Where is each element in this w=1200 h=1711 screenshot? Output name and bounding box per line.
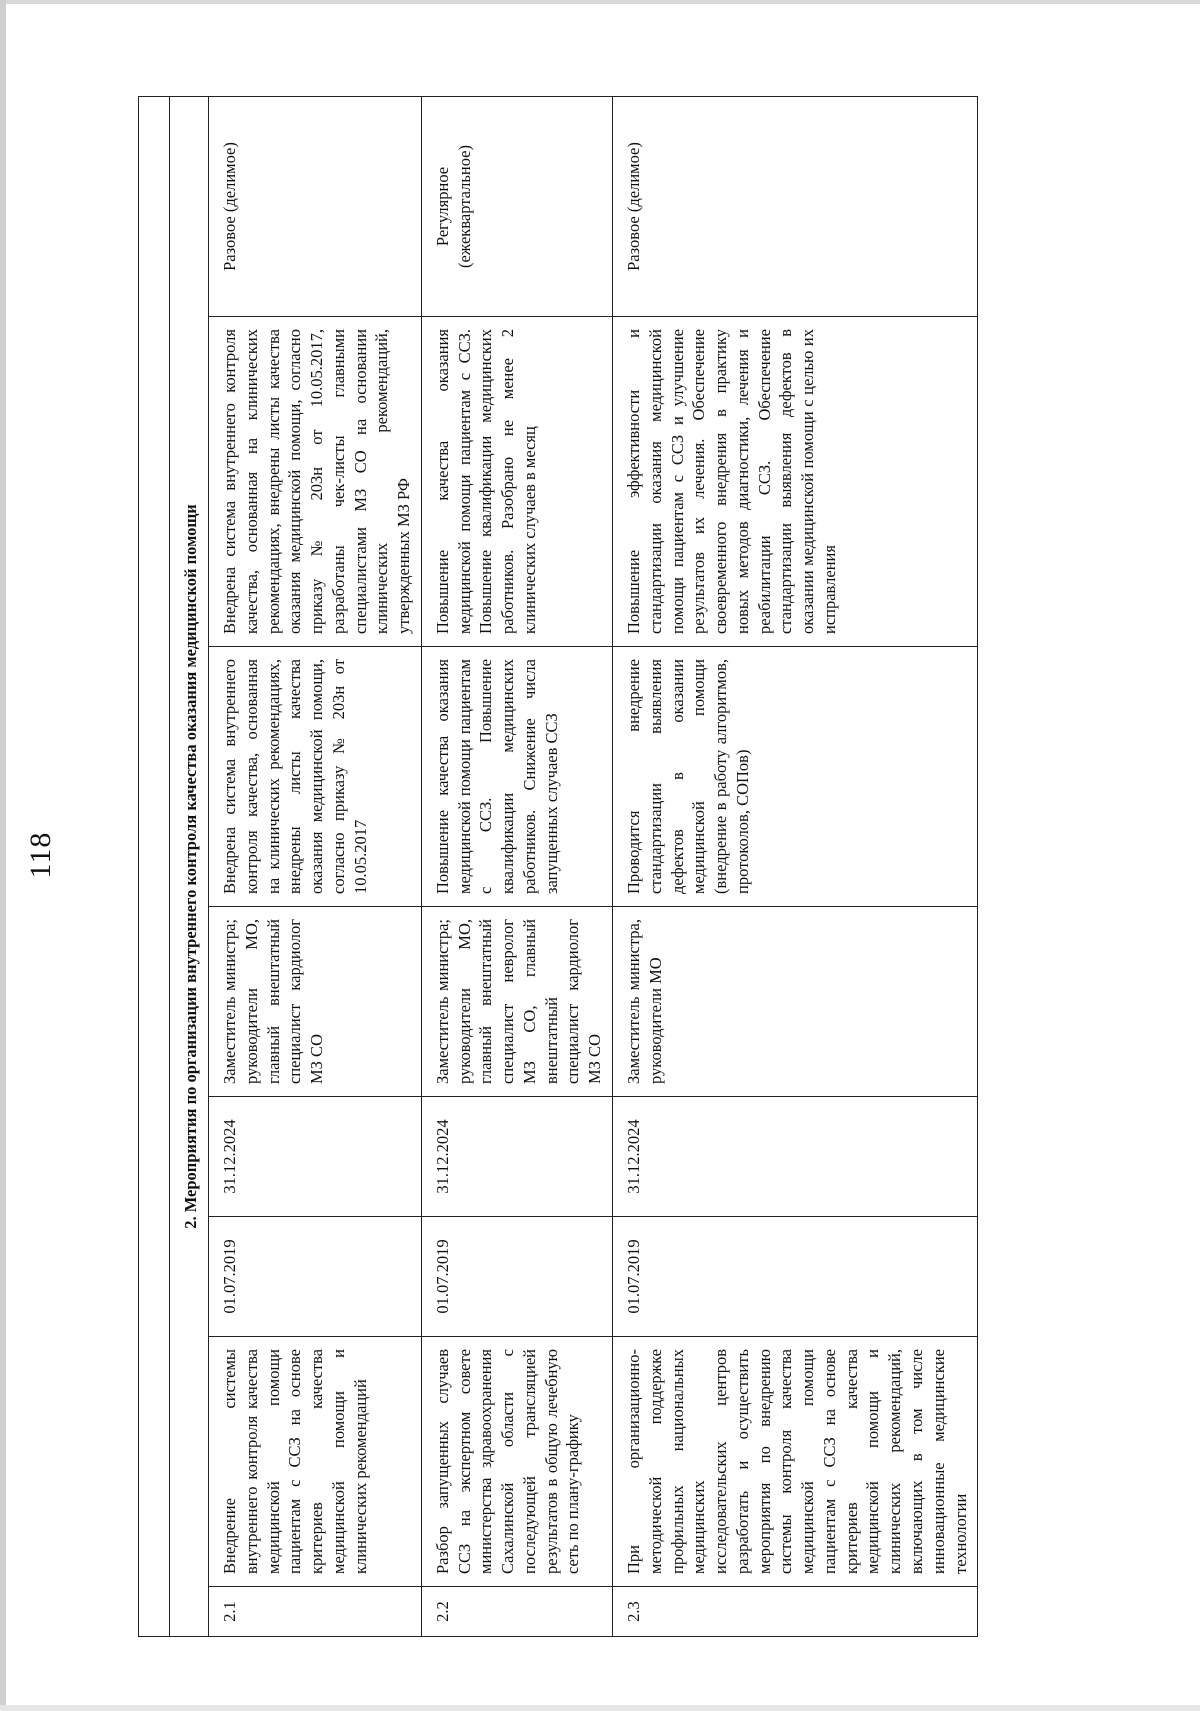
measure-cell: При организационно-методической поддержке профильных национальных медицинских исследовательских центров разработать и осуществить мероприятия по внедрению системы контроля качества медицинской помощи пациентам с ССЗ на основе критериев качества медицинской помощи и клинических рекомендаций, включающих в том числе инновационные медицинские технологии <box>613 1337 978 1587</box>
periodicity-cell: Регулярное (ежеквартальное) <box>421 97 612 317</box>
end-date-cell: 31.12.2024 <box>209 1097 422 1217</box>
scan-edge-bottom <box>0 1705 1200 1711</box>
expected-result-cell: Проводится внедрение стандартизации выявления дефектов в оказании медицинской помощи (внедрение в работу алгоритмов, протоколов, СОПов) <box>613 647 978 907</box>
table-row <box>613 97 978 1637</box>
table-top-border-row <box>139 97 170 1637</box>
measure-cell: Внедрение системы внутреннего контроля качества медицинской помощи пациентам с ССЗ на основе критериев качества медицинской помощи и клинических рекомендаций <box>209 1337 422 1587</box>
indicator-cell: Повышение эффективности и стандартизации оказания медицинской помощи пациентам с ССЗ и улучшение результатов их лечения. Обеспечение своевременного внедрения в практику новых методов диагностики, лечения и реабилитации ССЗ. Обеспечение стандартизации выявления дефектов в оказании медицинской помощи с целью их исправления <box>613 317 978 647</box>
responsible-cell: Заместитель министра, руководители МО <box>613 907 978 1097</box>
indicator-cell: Повышение качества оказания медицинской помощи пациентам с ССЗ. Повышение квалификации медицинских работников. Разобрано не менее 2 клинических случаев в месяц <box>421 317 612 647</box>
measures-table <box>138 96 978 1637</box>
periodicity-cell: Разовое (делимое) <box>209 97 422 317</box>
row-number: 2.3 <box>613 1587 978 1637</box>
periodicity-cell: Разовое (делимое) <box>613 97 978 317</box>
responsible-cell: Заместитель министра; руководители МО, главный внештатный специалист невролог МЗ СО, главный внештатный специалист кардиолог МЗ СО <box>421 907 612 1097</box>
section-title: 2. Мероприятия по организации внутреннего контроля качества оказания медицинской помощи <box>170 97 209 1637</box>
start-date-cell: 01.07.2019 <box>613 1217 978 1337</box>
start-date-cell: 01.07.2019 <box>209 1217 422 1337</box>
scan-edge-top <box>0 0 1200 4</box>
row-number: 2.1 <box>209 1587 422 1637</box>
start-date-cell: 01.07.2019 <box>421 1217 612 1337</box>
responsible-cell: Заместитель министра; руководители МО, главный внештатный специалист кардиолог МЗ СО <box>209 907 422 1097</box>
expected-result-cell: Внедрена система внутреннего контроля качества, основанная на клинических рекомендациях, внедрены листы качества оказания медицинской помощи, согласно приказу № 203н от 10.05.2017 <box>209 647 422 907</box>
scan-edge-left <box>0 0 6 1711</box>
row-number: 2.2 <box>421 1587 612 1637</box>
table-top-gap <box>139 97 170 1637</box>
end-date-cell: 31.12.2024 <box>421 1097 612 1217</box>
expected-result-cell: Повышение качества оказания медицинской помощи пациентам с ССЗ. Повышение квалификации медицинских работников. Снижение числа запущенных случаев ССЗ <box>421 647 612 907</box>
end-date-cell: 31.12.2024 <box>613 1097 978 1217</box>
measure-cell: Разбор запущенных случаев ССЗ на экспертном совете министерства здравоохранения Сахалинской области с последующей трансляцией результатов в общую лечебную сеть по плану-графику <box>421 1337 612 1587</box>
table-row <box>209 97 422 1637</box>
page-number: 118 <box>24 831 57 879</box>
rotated-document-sheet <box>20 20 1070 1690</box>
indicator-cell: Внедрена система внутреннего контроля качества, основанная на клинических рекомендациях, внедрены листы качества оказания медицинской помощи, согласно приказу № 203н от 10.05.2017, разработаны чек-листы главными специалистами МЗ СО на основании клинических рекомендаций, утвержденных МЗ РФ <box>209 317 422 647</box>
section-header-row <box>170 97 209 1637</box>
table-row <box>421 97 612 1637</box>
